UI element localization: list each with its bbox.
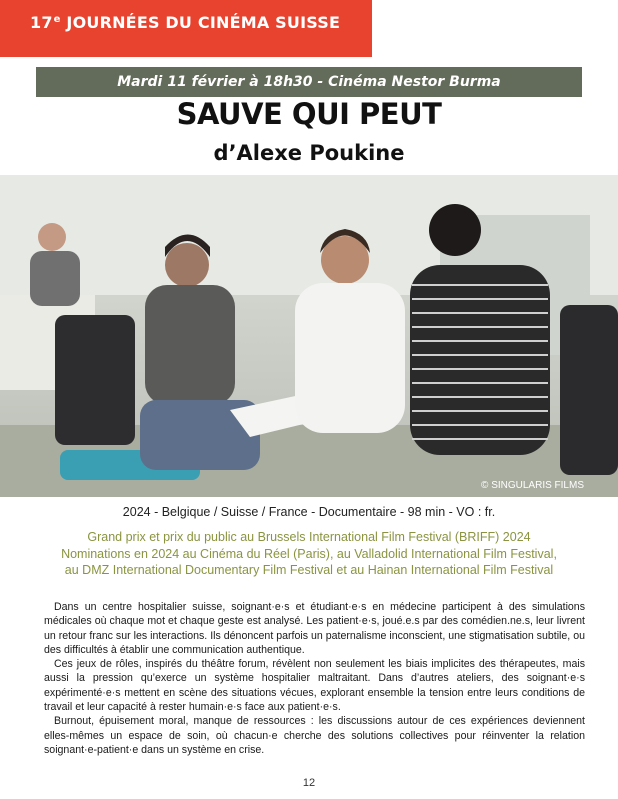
festival-banner xyxy=(0,0,372,57)
award-line: Nominations en 2024 au Cinéma du Réel (Paris), au Valladolid International Film Festival, xyxy=(61,546,557,561)
screening-info: Mardi 11 février à 18h30 - Cinéma Nestor Burma xyxy=(117,74,501,90)
screening-banner xyxy=(36,67,582,97)
film-info: 2024 - Belgique / Suisse / France - Documentaire - 98 min - VO : fr. xyxy=(122,505,496,519)
film-still-photo xyxy=(0,175,618,497)
award-line: Grand prix et prix du public au Brussels International Film Festival (BRIFF) 2024 xyxy=(87,530,531,544)
film-title: SAUVE QUI PEUT xyxy=(176,97,442,131)
synopsis-paragraph: Dans un centre hospitalier suisse, soignant·e·s et étudiant·e·s en médecine participent à des simulations médicales où chaque mot et chaque geste est analysé. Les patient·e·s, joué.e.s par des comédien.ne.s, leur livrent un retour franc sur les interactions. Ils dénoncent parfois un paternalisme inconscient, une stigmatisation subtile, ou des difficultés à établir une communication authentique. xyxy=(44,601,585,656)
synopsis-paragraph: Ces jeux de rôles, inspirés du théâtre forum, révèlent non seulement les biais implicites des thérapeutes, mais aussi la pression qu’exerce un système hospitalier maltraitant. Dans d’autres ateliers, des soignant·e·s expérimenté·e·s mettent en scène des situations vécues, explorant ensemble la tension entre leurs conditions de travail et leur capacité à rester humain·e·s face aux patient·e·s. xyxy=(44,658,585,714)
synopsis xyxy=(44,600,585,757)
synopsis-paragraph: Burnout, épuisement moral, manque de ressources : les discussions autour de ces expériences deviennent elles-mêmes un espace de soin, où chacun·e cherche des solutions collectives pour réinventer la relation soignant·e-patient·e dans un système en crise. xyxy=(44,715,585,756)
photo-credit: © SINGULARIS FILMS xyxy=(481,480,584,491)
film-director: d’Alexe Poukine xyxy=(213,141,405,165)
festival-title: 17e JOURNÉES DU CINÉMA SUISSE xyxy=(30,13,341,32)
page-number: 12 xyxy=(302,777,316,789)
award-line: au DMZ International Documentary Film Festival et au Hainan International Film Festival xyxy=(64,563,554,577)
film-still-illustration xyxy=(0,175,618,497)
awards-list xyxy=(0,529,618,579)
